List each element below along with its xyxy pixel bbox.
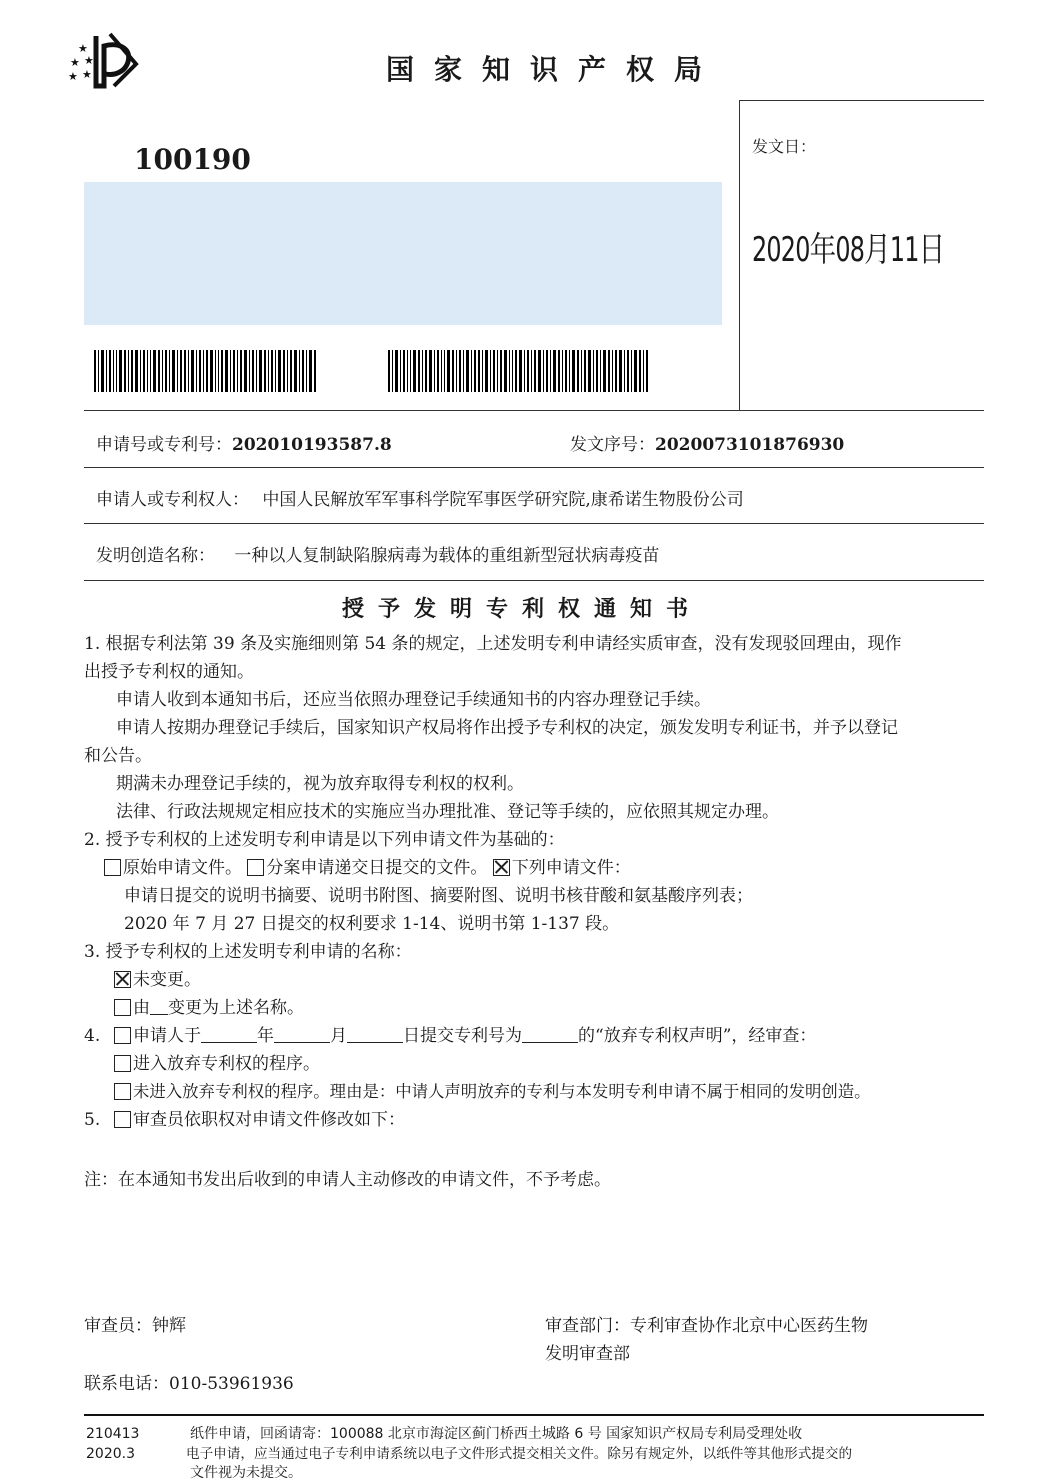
applicant-field — [96, 485, 744, 510]
barcode-right — [388, 350, 682, 392]
patent-no-blank — [522, 1042, 578, 1043]
department-line1: 审查部门：专利审查协作北京中心医药生物 — [545, 1316, 868, 1336]
postal-code: 100190 — [134, 143, 251, 176]
name-changed-to-label: 变更为上述名称。 — [168, 998, 304, 1018]
waiver-accepted-label: 进入放弃专利权的程序。 — [133, 1054, 320, 1074]
svg-text:★: ★ — [78, 42, 88, 55]
svg-text:★: ★ — [82, 68, 92, 81]
listed-files-checkbox[interactable] — [493, 859, 510, 876]
dispatch-number-field — [570, 430, 844, 455]
divisional-files-checkbox[interactable] — [247, 859, 264, 876]
month-blank — [274, 1042, 330, 1043]
svg-text:★: ★ — [84, 54, 94, 67]
name-unchanged-checkbox[interactable] — [114, 971, 131, 988]
office-name: 国家知识产权局 — [386, 53, 723, 86]
examiner: 审查员：钟辉 — [84, 1316, 186, 1336]
waiver-text-c: 月 — [330, 1026, 347, 1046]
para3-option2 — [84, 994, 989, 1022]
para1-line4: 申请人按期办理登记手续后，国家知识产权局将作出授予专利权的决定，颁发发明专利证书，并予以登记 — [116, 718, 898, 738]
name-blank — [150, 1014, 168, 1015]
para2-line3: 2020 年 7 月 27 日提交的权利要求 1-14、说明书第 1-137 段。 — [124, 914, 620, 934]
para2-head: 2. 授予专利权的上述发明专利申请是以下列申请文件为基础的： — [84, 830, 565, 850]
row-divider — [84, 467, 984, 468]
invention-value: 一种以人复制缺陷腺病毒为载体的重组新型冠状病毒疫苗 — [234, 546, 660, 566]
footer-line1: 纸件申请，回函请寄：100088 北京市海淀区蓟门桥西土城路 6 号 国家知识产权局专利局受理处收 — [190, 1426, 803, 1442]
para3-head: 3. 授予专利权的上述发明专利申请的名称： — [84, 942, 412, 962]
invention-field — [96, 541, 659, 566]
waiver-accepted-checkbox[interactable] — [114, 1055, 131, 1072]
waiver-text-b: 年 — [257, 1026, 274, 1046]
para3-option1 — [84, 966, 989, 994]
footer-code2: 2020.3 — [86, 1446, 135, 1462]
para4-head — [84, 1022, 989, 1050]
examiner-amendment-checkbox[interactable] — [114, 1111, 131, 1128]
barcode-left — [94, 350, 338, 392]
issue-date-label: 发文日： — [752, 137, 817, 156]
para1-line5: 和公告。 — [84, 746, 152, 766]
name-changed-from-label: 由 — [133, 998, 150, 1018]
para4-number: 4. — [84, 1026, 101, 1046]
issue-date: 2020年08月11日 — [752, 230, 945, 270]
divisional-files-label: 分案申请递交日提交的文件。 — [266, 858, 488, 878]
waiver-text-e: 的“放弃专利权声明”，经审查： — [578, 1026, 817, 1046]
para1-line7: 法律、行政法规规定相应技术的实施应当办理批准、登记等手续的，应依照其规定办理。 — [116, 802, 779, 822]
invention-label: 发明创造名称： — [96, 546, 215, 566]
examiner-amendment-label: 审查员依职权对申请文件修改如下： — [133, 1110, 405, 1130]
waiver-checkbox[interactable] — [114, 1027, 131, 1044]
waiver-text-d: 日提交专利号为 — [403, 1026, 522, 1046]
footer-line3: 文件视为未提交。 — [190, 1465, 302, 1481]
para5-number: 5. — [84, 1110, 101, 1130]
application-number-value: 202010193587.8 — [232, 435, 392, 455]
application-number-field — [96, 430, 392, 455]
year-blank — [201, 1042, 257, 1043]
department-line2: 发明审查部 — [545, 1344, 630, 1364]
original-files-label: 原始申请文件。 — [123, 858, 242, 878]
cnipa-logo — [66, 30, 150, 90]
para1-line6: 期满未办理登记手续的，视为放弃取得专利权的权利。 — [116, 774, 524, 794]
svg-text:★: ★ — [70, 56, 80, 69]
notice-title: 授予发明专利权通知书 — [341, 597, 702, 622]
dispatch-number-value: 2020073101876930 — [655, 435, 845, 455]
para4-option1 — [84, 1050, 989, 1078]
application-number-label: 申请号或专利号： — [96, 435, 232, 455]
dispatch-number-label: 发文序号： — [570, 435, 655, 455]
listed-files-label: 下列申请文件： — [511, 858, 631, 878]
original-files-checkbox[interactable] — [104, 859, 121, 876]
para2-line2: 申请日提交的说明书摘要、说明书附图、摘要附图、说明书核苷酸和氨基酸序列表； — [124, 886, 753, 906]
name-unchanged-label: 未变更。 — [133, 970, 201, 990]
day-blank — [347, 1042, 403, 1043]
svg-text:★: ★ — [68, 70, 78, 83]
footer-code1: 210413 — [86, 1426, 140, 1442]
waiver-rejected-checkbox[interactable] — [114, 1083, 131, 1100]
waiver-rejected-label: 未进入放弃专利权的程序。理由是：中请人声明放弃的专利与本发明专利申请不属于相同的发明创造。 — [133, 1082, 871, 1101]
address-redacted-box — [84, 182, 722, 325]
contact-phone: 联系电话：010-53961936 — [84, 1374, 294, 1394]
row-divider — [84, 580, 984, 581]
para5 — [84, 1106, 989, 1134]
para1-line2: 出授予专利权的通知。 — [84, 662, 254, 682]
footer-divider — [84, 1414, 984, 1416]
waiver-text-a: 申请人于 — [133, 1026, 201, 1046]
applicant-label: 申请人或专利权人： — [96, 490, 249, 510]
para1-line1: 1. 根据专利法第 39 条及实施细则第 54 条的规定，上述发明专利申请经实质审查，没有发现驳回理由，现作 — [84, 634, 902, 654]
name-changed-checkbox[interactable] — [114, 999, 131, 1016]
para4-option2 — [84, 1078, 989, 1106]
para1-line3: 申请人收到本通知书后，还应当依照办理登记手续通知书的内容办理登记手续。 — [116, 690, 711, 710]
row-divider — [84, 523, 984, 524]
header-bottom-line — [84, 410, 984, 411]
note: 注：在本通知书发出后收到的申请人主动修改的申请文件，不予考虑。 — [84, 1170, 611, 1190]
header-top-line — [740, 100, 984, 101]
header-divider — [739, 100, 740, 411]
para2-options — [84, 854, 989, 882]
notice-body — [84, 630, 989, 1134]
applicant-value: 中国人民解放军军事科学院军事医学研究院,康希诺生物股份公司 — [262, 490, 744, 510]
footer-line2: 电子申请，应当通过电子专利申请系统以电子文件形式提交相关文件。除另有规定外，以纸件等其他形式提交的 — [186, 1446, 853, 1462]
